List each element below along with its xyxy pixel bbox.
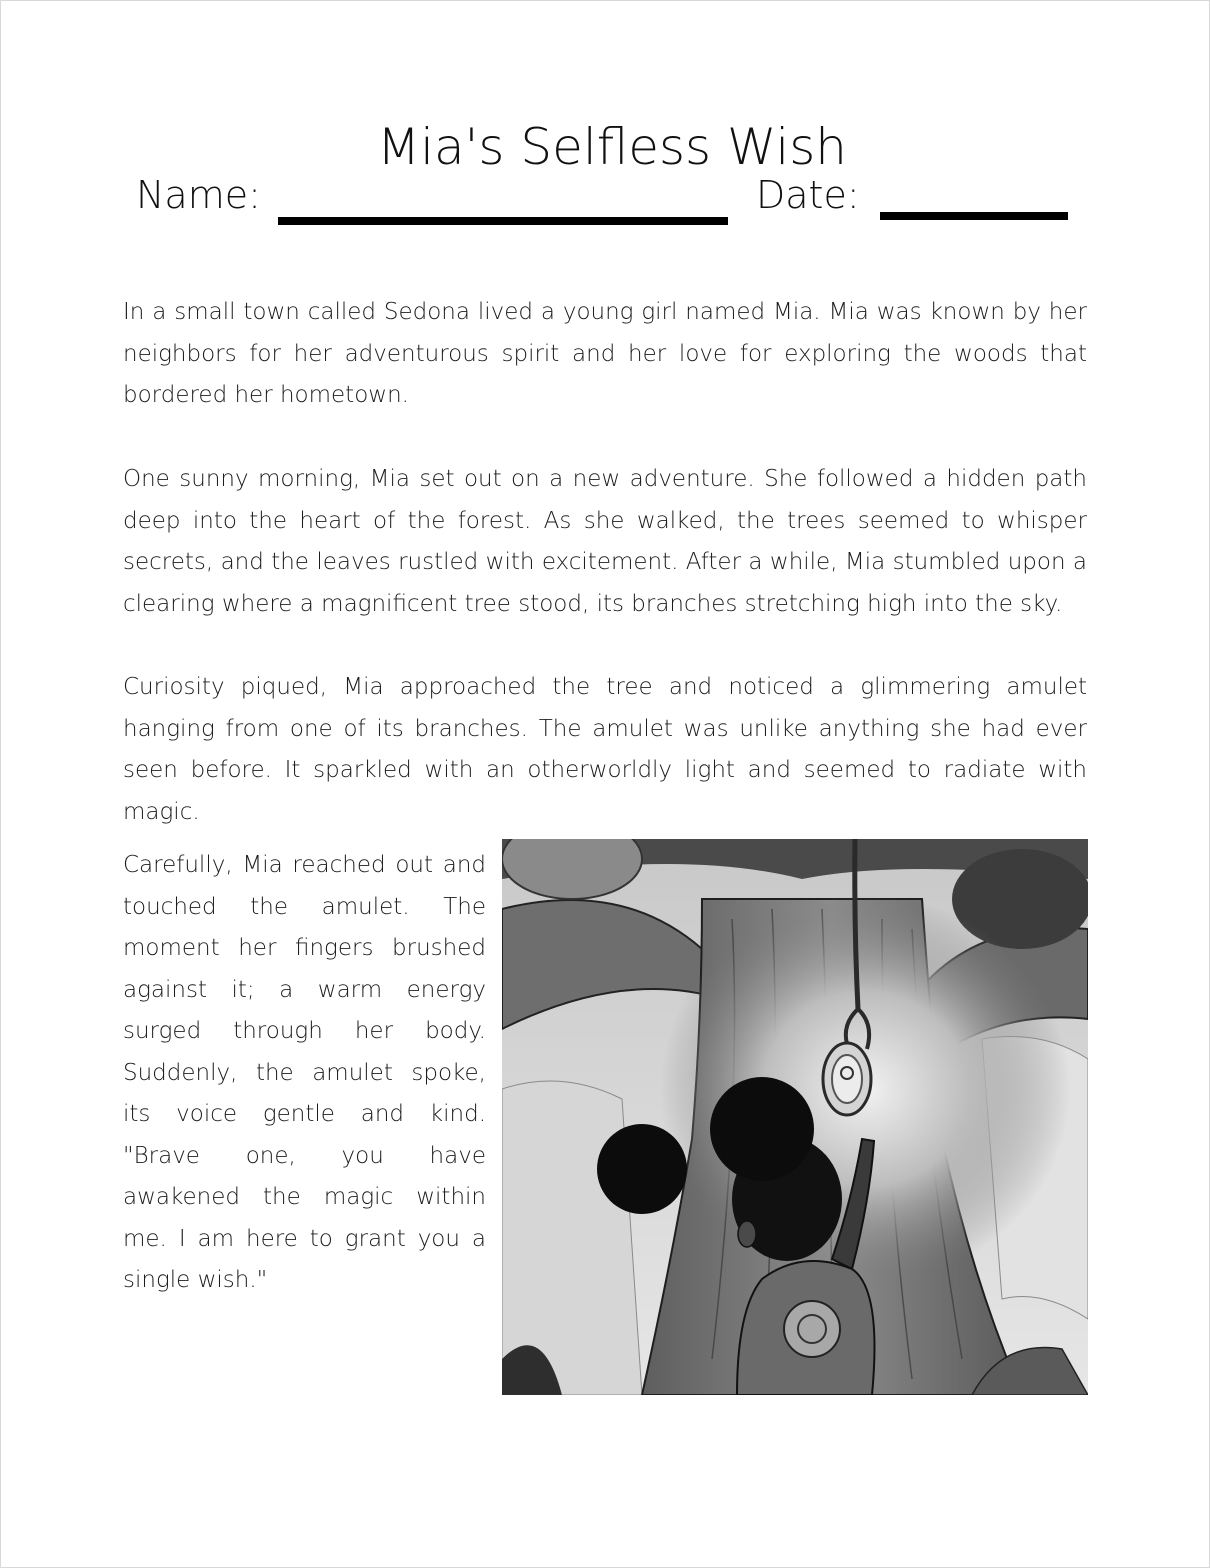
story-illustration [502,839,1088,1395]
story-paragraph-2: One sunny morning, Mia set out on a new adventure. She followed a hidden path deep into the heart of the forest. As she walked, the trees seemed to whisper secrets, and the leaves rustled with excitement. After a while, Mia stumbled upon a clearing where a magnificent tree stood, its branches stretching high into the sky. [123,466,1087,617]
story-paragraph-1: In a small town called Sedona lived a young girl named Mia. Mia was known by her neighbors for her adventurous spirit and her love for exploring the woods that bordered her hometown. [123,299,1087,408]
name-field[interactable] [278,217,728,225]
story-paragraph-3: Curiosity piqued, Mia approached the tree and noticed a glimmering amulet hanging from one of its branches. The amulet was unlike anything she had ever seen before. It sparkled with an otherworldly light and seemed to radiate with magic. [123,674,1087,825]
date-field[interactable] [880,212,1068,220]
story-paragraph-4: Carefully, Mia reached out and touched the amulet. The moment her fingers brushed against it; a warm energy surged through her body. Suddenly, the amulet spoke, its voice gentle and kind. "Brave one, you have awakened the magic within me. I am here to grant you a single wish." [123,852,486,1293]
date-label: Date: [756,173,860,217]
hair-puff-right [710,1077,814,1181]
worksheet-title: Mia's Selfless Wish [377,118,847,176]
hair-puff-left [597,1124,687,1214]
amulet [823,1043,871,1115]
tree-amulet-illustration [502,839,1088,1395]
name-label: Name: [136,173,261,217]
